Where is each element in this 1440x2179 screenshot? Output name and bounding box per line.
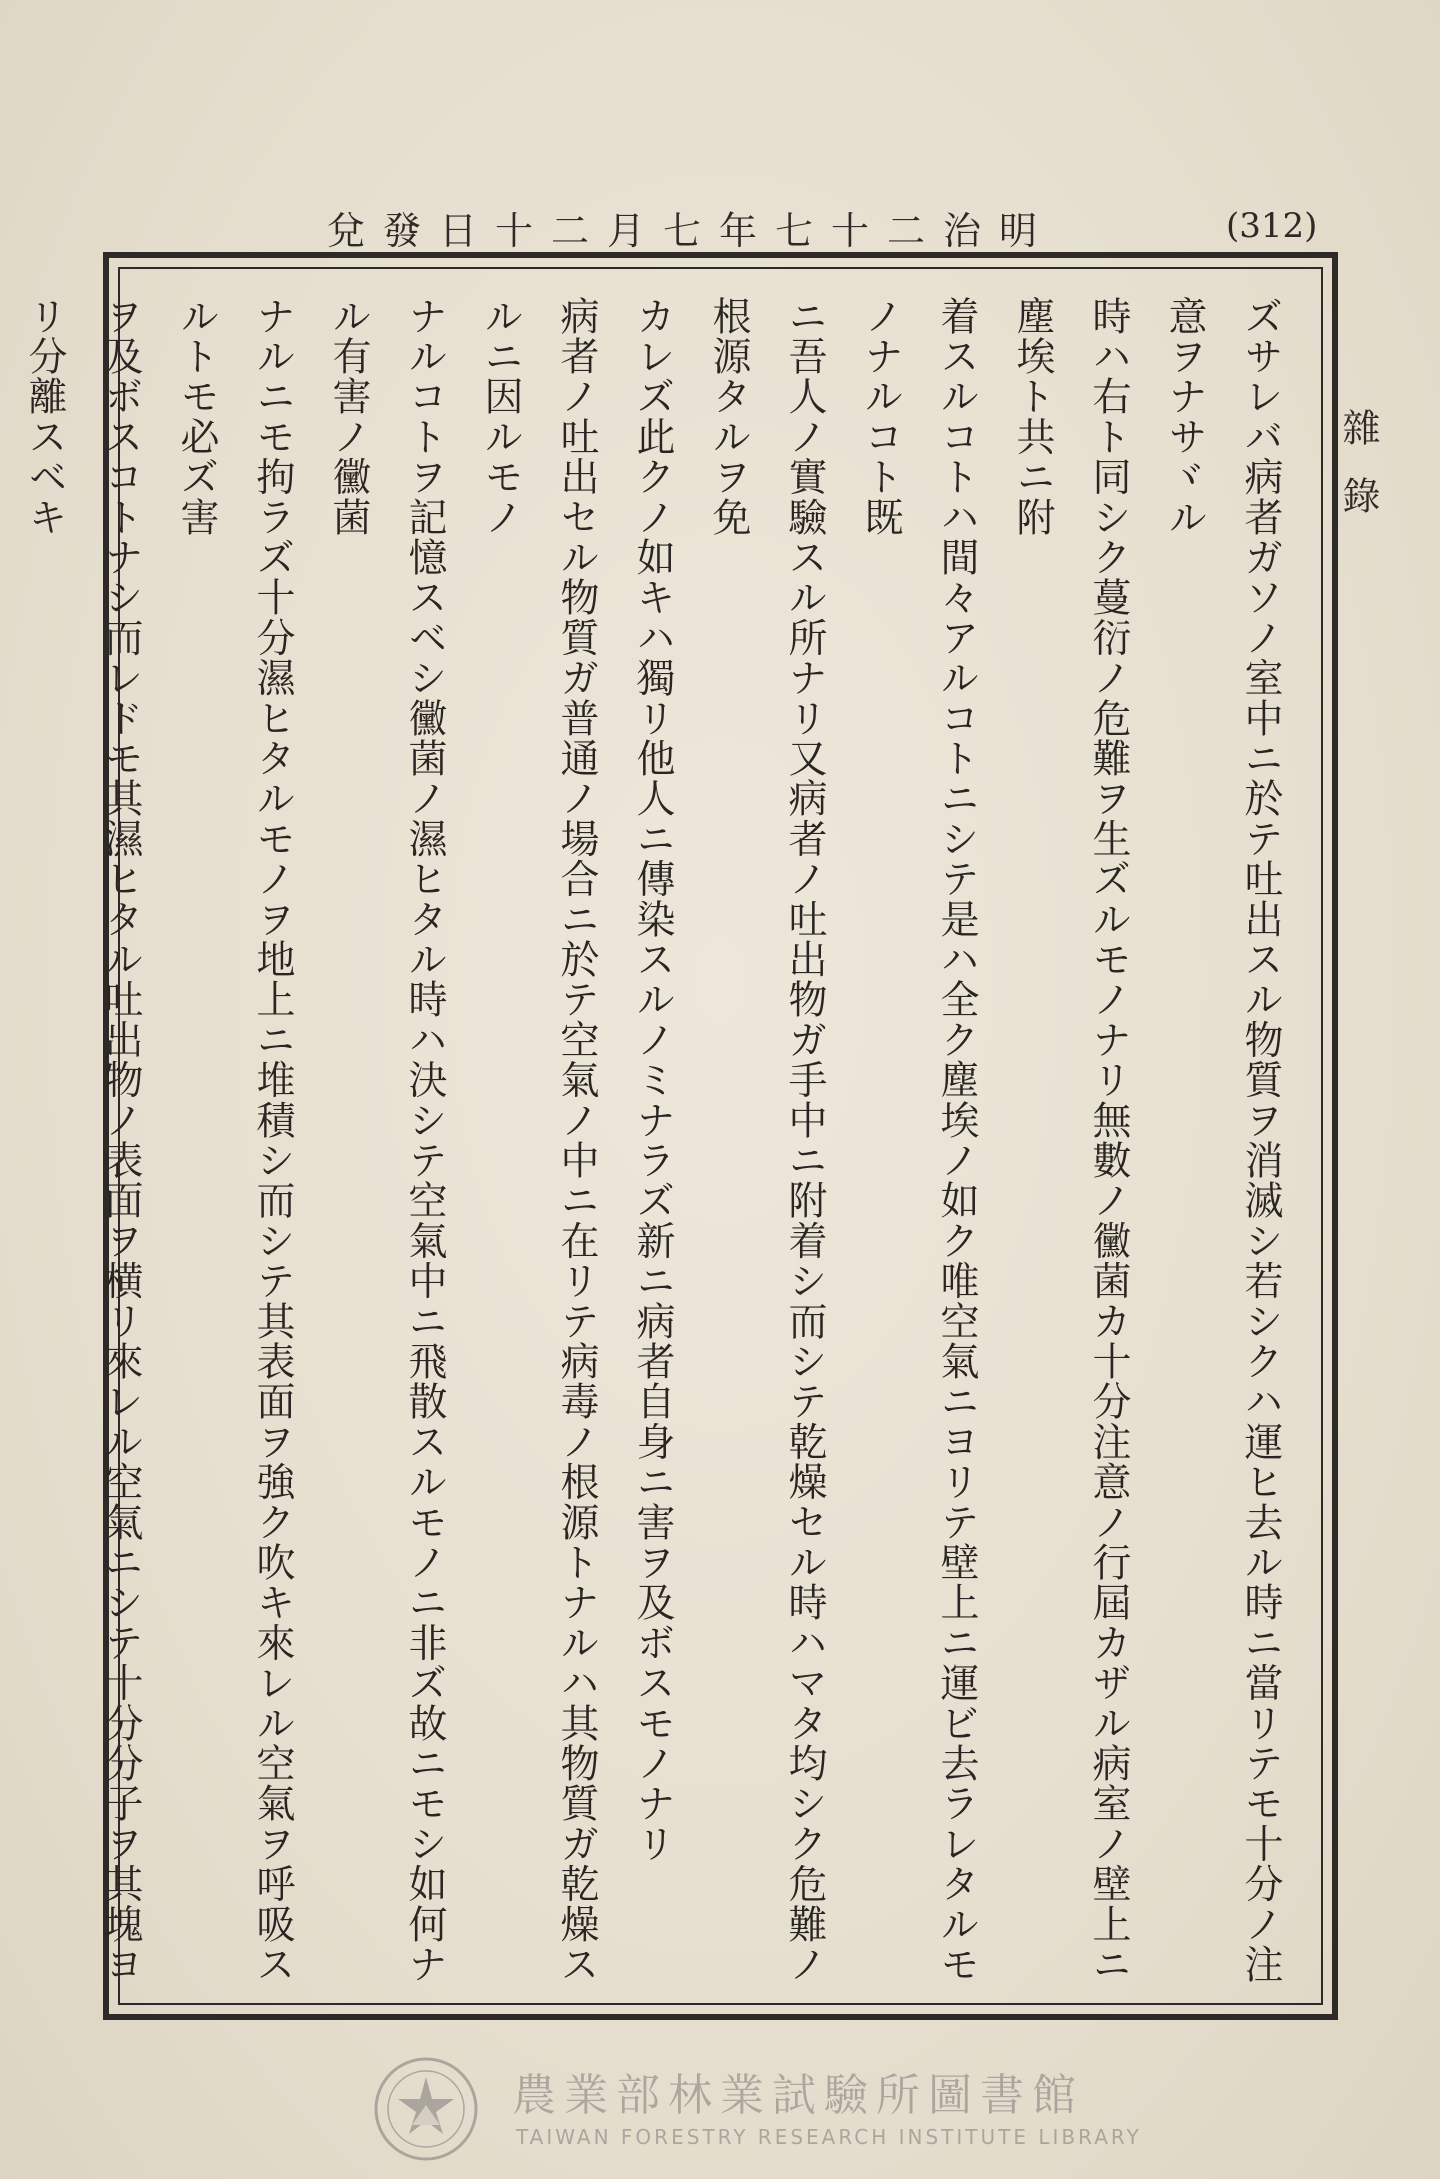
forestry-institute-seal-icon — [372, 2055, 480, 2163]
article-body — [22, 296, 1298, 1986]
text-column — [0, 296, 6, 1986]
publication-date-header: 明治二十七年七月二十日發兌 — [326, 209, 1055, 253]
page-number: (312) — [1226, 206, 1318, 246]
library-name-chinese: 農業部林業試驗所圖書館 — [512, 2070, 1084, 2121]
text-column: 着スルコトハ間々アルコトニシテ是ハ全ク塵埃ノ如ク唯空氣ニヨリテ壁上ニ運ビ去ラレタルモノナルコト既 — [858, 296, 979, 1985]
library-name-english: TAIWAN FORESTRY RESEARCH INSTITUTE LIBRARY — [516, 2125, 1142, 2149]
section-label: 雜錄 — [1336, 408, 1380, 544]
text-column: ズサレバ病者ガソノ室中ニ於テ吐出スル物質ヲ消滅シ若シクハ運ヒ去ル時ニ當リテモ十分ノ注意ヲナサヾル — [1162, 296, 1283, 1985]
text-column: カレズ此クノ如キハ獨リ他人ニ傳染スルノミナラズ新ニ病者自身ニ害ヲ及ボスモノナリ — [630, 296, 675, 1864]
text-column: ナルニモ拘ラズ十分濕ヒタルモノヲ地上ニ堆積シ而シテ其表面ヲ強ク吹キ來レル空氣ヲ呼吸スルトモ必ズ害 — [174, 296, 295, 1985]
text-column: ヲ及ボスコトナシ而レドモ其濕ヒタル吐出物ノ表面ヲ横リ來レル空氣ニシテ十分分子ヲ其塊ヨリ分離スベキ — [22, 296, 143, 1985]
text-column: 病者ノ吐出セル物質ガ普通ノ場合ニ於テ空氣ノ中ニ在リテ病毒ノ根源トナルハ其物質ガ乾燥スルニ因ルモノ — [478, 296, 599, 1985]
text-column: ニ吾人ノ實驗スル所ナリ又病者ノ吐出物ガ手中ニ附着シ而シテ乾燥セル時ハマタ均シク危難ノ根源タルヲ免 — [706, 296, 827, 1985]
text-column: 時ハ右ト同シク蔓衍ノ危難ヲ生ズルモノナリ無數ノ黴菌カ十分注意ノ行屆カザル病室ノ壁上ニ塵埃ト共ニ附 — [1010, 296, 1131, 1985]
text-column: ナルコトヲ記憶スベシ黴菌ノ濕ヒタル時ハ決シテ空氣中ニ飛散スルモノニ非ズ故ニモシ如何ナル有害ノ黴菌 — [326, 296, 447, 1985]
library-watermark — [372, 2055, 1142, 2165]
